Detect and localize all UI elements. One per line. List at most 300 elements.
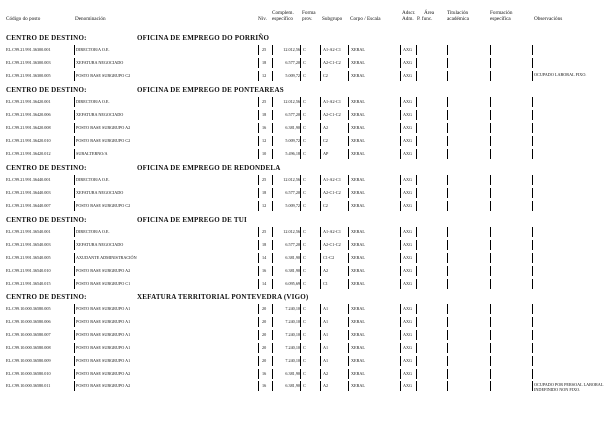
header-corpo: Corpo / Escala — [350, 16, 381, 22]
cell-subgrupo: A2 — [323, 267, 329, 273]
column-divider — [258, 97, 259, 107]
cell-complemento: 12.012,56 — [283, 99, 300, 104]
cell-denominacion: XEFATURA NEGOCIADO — [76, 241, 124, 247]
table-row — [0, 239, 615, 251]
cell-denominacion: POSTO BASE SUBGRUPO C2 — [76, 72, 131, 78]
column-divider — [532, 304, 533, 314]
column-divider — [400, 381, 401, 391]
cell-corpo: XERAL — [351, 150, 365, 156]
column-divider — [447, 97, 448, 107]
cell-adscr: AXG — [403, 357, 413, 363]
column-divider — [532, 317, 533, 327]
cell-adscr: AXG — [403, 306, 413, 311]
column-divider — [300, 188, 301, 198]
cell-forma: C — [303, 72, 306, 78]
column-divider — [272, 71, 273, 81]
cell-subgrupo: A1-A2-C1 — [323, 229, 341, 234]
cell-denominacion: POSTO BASE SUBGRUPO C1 — [76, 280, 131, 286]
column-divider — [258, 58, 259, 68]
cell-adscr: AXG — [403, 137, 413, 143]
column-divider — [447, 279, 448, 289]
column-divider — [320, 356, 321, 366]
cell-adscr: AXG — [403, 150, 413, 156]
column-divider — [320, 71, 321, 81]
column-divider — [320, 97, 321, 107]
column-divider — [532, 97, 533, 107]
column-divider — [532, 253, 533, 263]
cell-corpo: XERAL — [351, 124, 365, 130]
column-divider — [400, 201, 401, 211]
cell-code: EL.C99.21.991.36540.005 — [6, 254, 51, 260]
cell-subgrupo: A2-C1-C2 — [323, 241, 341, 247]
cell-forma: C — [303, 357, 306, 363]
column-divider — [300, 356, 301, 366]
column-divider — [532, 227, 533, 237]
column-divider — [272, 369, 273, 379]
cell-subgrupo: A1 — [323, 357, 329, 363]
column-divider — [74, 381, 75, 391]
cell-subgrupo: A1-A2-C1 — [323, 177, 341, 182]
column-divider — [320, 110, 321, 120]
column-divider — [300, 71, 301, 81]
column-divider — [74, 253, 75, 263]
cell-subgrupo: C2 — [323, 72, 328, 78]
header-nivel: Niv. — [258, 16, 267, 22]
section-name: OFICINA DE EMPREGO DE REDONDELA — [137, 164, 281, 172]
cell-forma: C — [303, 177, 306, 182]
cell-adscr: AXG — [403, 124, 413, 130]
cell-forma: C — [303, 370, 306, 376]
column-divider — [532, 136, 533, 146]
cell-complemento: 6.381,90 — [285, 267, 300, 273]
column-divider — [490, 279, 491, 289]
column-divider — [258, 381, 259, 391]
column-divider — [320, 266, 321, 276]
column-divider — [320, 227, 321, 237]
cell-forma: C — [303, 241, 306, 247]
cell-forma: C — [303, 202, 306, 208]
cell-denominacion: SUBALTERNO/A — [76, 150, 108, 156]
cell-nivel: 14 — [262, 280, 267, 286]
cell-complemento: 6.577,20 — [285, 189, 300, 195]
column-divider — [490, 266, 491, 276]
cell-corpo: XERAL — [351, 177, 365, 182]
cell-denominacion: DIRECTOR/A O.E. — [76, 47, 110, 52]
cell-denominacion: POSTO BASE SUBGRUPO C2 — [76, 137, 131, 143]
cell-corpo: XERAL — [351, 241, 365, 247]
column-divider — [447, 136, 448, 146]
column-divider — [272, 266, 273, 276]
column-divider — [400, 304, 401, 314]
cell-corpo: XERAL — [351, 137, 365, 143]
table-row — [0, 187, 615, 199]
column-divider — [258, 175, 259, 185]
cell-code: EL.C99.21.991.36420.010 — [6, 137, 51, 143]
section-label: CENTRO DE DESTINO: — [6, 86, 87, 94]
column-divider — [490, 304, 491, 314]
cell-denominacion: POSTO BASE SUBGRUPO A2 — [76, 124, 131, 130]
column-divider — [447, 330, 448, 340]
column-divider — [258, 188, 259, 198]
cell-forma: C — [303, 331, 306, 337]
column-divider — [532, 356, 533, 366]
column-divider — [258, 330, 259, 340]
cell-nivel: 20 — [262, 357, 267, 363]
cell-adscr: AXG — [403, 370, 413, 376]
column-divider — [447, 304, 448, 314]
section-label: CENTRO DE DESTINO: — [6, 216, 87, 224]
section-name: OFICINA DE EMPREGO DE TUI — [137, 216, 247, 224]
header-complemento-line1: Complem. — [272, 10, 294, 16]
cell-complemento: 6.095,69 — [285, 280, 300, 286]
cell-subgrupo: A2 — [323, 370, 329, 376]
column-divider — [258, 110, 259, 120]
cell-complemento: 6.381,90 — [285, 370, 300, 376]
cell-code: EL.C99.21.991.36420.008 — [6, 124, 51, 130]
cell-corpo: XERAL — [351, 254, 365, 260]
column-divider — [447, 188, 448, 198]
cell-code: EL.C99.21.991.36540.015 — [6, 280, 51, 286]
column-divider — [258, 369, 259, 379]
column-divider — [400, 240, 401, 250]
column-divider — [258, 356, 259, 366]
cell-corpo: XERAL — [351, 357, 365, 363]
cell-forma: C — [303, 267, 306, 273]
cell-complemento: 7.240,10 — [285, 357, 300, 363]
column-divider — [447, 227, 448, 237]
column-divider — [400, 149, 401, 159]
cell-adscr: AXG — [403, 344, 413, 350]
cell-code: EL.C99.10.000.36580.005 — [6, 306, 51, 311]
column-divider — [300, 330, 301, 340]
column-divider — [74, 149, 75, 159]
header-forma-line2: prov. — [302, 16, 313, 22]
column-divider — [320, 330, 321, 340]
column-divider — [532, 279, 533, 289]
column-divider — [300, 304, 301, 314]
cell-nivel: 12 — [262, 137, 267, 143]
cell-forma: C — [303, 306, 306, 311]
cell-nivel: 18 — [262, 189, 267, 195]
cell-denominacion: XEFATURA NEGOCIADO — [76, 189, 124, 195]
table-row — [0, 316, 615, 328]
cell-code: EL.C99.21.991.36440.001 — [6, 177, 51, 182]
header-area-line2: P. func. — [417, 16, 433, 22]
column-divider — [532, 369, 533, 379]
section-label: CENTRO DE DESTINO: — [6, 164, 87, 172]
table-row — [0, 122, 615, 134]
column-divider — [490, 136, 491, 146]
column-divider — [400, 123, 401, 133]
column-divider — [300, 201, 301, 211]
column-divider — [447, 110, 448, 120]
cell-forma: C — [303, 229, 306, 234]
cell-subgrupo: A2 — [323, 383, 329, 389]
column-divider — [320, 304, 321, 314]
cell-forma: C — [303, 280, 306, 286]
cell-adscr: AXG — [403, 59, 413, 65]
cell-forma: C — [303, 189, 306, 195]
cell-denominacion: POSTO BASE SUBGRUPO A1 — [76, 344, 131, 350]
section-header — [0, 293, 615, 303]
column-divider — [532, 240, 533, 250]
column-divider — [532, 175, 533, 185]
column-divider — [447, 240, 448, 250]
column-divider — [300, 97, 301, 107]
column-divider — [258, 304, 259, 314]
cell-subgrupo: A1-A2-C1 — [323, 47, 341, 52]
column-divider — [258, 227, 259, 237]
header-observacions: Observacións — [534, 16, 563, 22]
section-header — [0, 86, 615, 96]
cell-forma: C — [303, 254, 306, 260]
column-divider — [272, 279, 273, 289]
column-divider — [74, 123, 75, 133]
cell-denominacion: XEFATURA NEGOCIADO — [76, 111, 124, 117]
column-divider — [74, 97, 75, 107]
cell-corpo: XERAL — [351, 229, 365, 234]
column-divider — [320, 149, 321, 159]
column-divider — [532, 123, 533, 133]
column-divider — [447, 381, 448, 391]
column-divider — [447, 123, 448, 133]
column-divider — [74, 58, 75, 68]
column-divider — [400, 369, 401, 379]
cell-forma: C — [303, 318, 306, 324]
column-divider — [490, 149, 491, 159]
column-divider — [400, 330, 401, 340]
column-divider — [490, 71, 491, 81]
column-divider — [320, 123, 321, 133]
column-divider — [272, 45, 273, 55]
column-divider — [447, 266, 448, 276]
cell-subgrupo: A2 — [323, 124, 329, 130]
table-row — [0, 342, 615, 354]
column-divider — [272, 188, 273, 198]
column-divider — [74, 201, 75, 211]
cell-adscr: AXG — [403, 229, 413, 234]
table-row — [0, 226, 615, 238]
column-divider — [447, 201, 448, 211]
table-row — [0, 265, 615, 277]
cell-complemento: 6.381,90 — [285, 254, 300, 260]
cell-complemento: 12.012,56 — [283, 47, 300, 52]
section-name: XEFATURA TERRITORIAL PONTEVEDRA (VIGO) — [137, 293, 309, 301]
cell-nivel: 25 — [262, 47, 267, 52]
column-divider — [490, 369, 491, 379]
column-divider — [300, 58, 301, 68]
column-divider — [74, 279, 75, 289]
column-divider — [300, 149, 301, 159]
table-row — [0, 44, 615, 56]
column-divider — [400, 356, 401, 366]
column-divider — [400, 110, 401, 120]
cell-nivel: 18 — [262, 59, 267, 65]
column-divider — [532, 381, 533, 391]
cell-denominacion: POSTO BASE SUBGRUPO A2 — [76, 267, 131, 273]
table-row — [0, 380, 615, 392]
table-row — [0, 135, 615, 147]
column-divider — [532, 149, 533, 159]
table-row — [0, 278, 615, 290]
cell-forma: C — [303, 59, 306, 65]
cell-denominacion: DIRECTOR/A O.E. — [76, 229, 110, 234]
cell-code: EL.C99.10.000.36580.009 — [6, 357, 51, 363]
cell-subgrupo: A1 — [323, 306, 329, 311]
column-divider — [272, 381, 273, 391]
column-divider — [490, 110, 491, 120]
column-divider — [400, 253, 401, 263]
column-divider — [300, 266, 301, 276]
header-codigo: Código do posto — [6, 16, 41, 22]
cell-subgrupo: A1 — [323, 331, 329, 337]
column-divider — [272, 240, 273, 250]
header-forma-line1: Forma — [302, 10, 316, 16]
column-divider — [74, 71, 75, 81]
column-divider — [400, 136, 401, 146]
section-label: CENTRO DE DESTINO: — [6, 293, 87, 301]
column-divider — [320, 136, 321, 146]
cell-complemento: 5.009,72 — [285, 137, 300, 143]
section-header — [0, 216, 615, 226]
cell-denominacion: XEFATURA NEGOCIADO — [76, 59, 124, 65]
column-divider — [490, 343, 491, 353]
column-divider — [300, 110, 301, 120]
column-divider — [258, 201, 259, 211]
column-divider — [74, 227, 75, 237]
table-row — [0, 70, 615, 82]
column-divider — [320, 253, 321, 263]
cell-denominacion: POSTO BASE SUBGRUPO C2 — [76, 202, 131, 208]
cell-subgrupo: A2-C1-C2 — [323, 59, 341, 65]
column-divider — [320, 317, 321, 327]
cell-subgrupo: C1-C2 — [323, 254, 335, 260]
column-divider — [300, 175, 301, 185]
cell-forma: C — [303, 111, 306, 117]
header-formacion-line2: específica — [490, 16, 511, 22]
column-divider — [447, 343, 448, 353]
table-row — [0, 252, 615, 264]
column-divider — [272, 175, 273, 185]
cell-complemento: 12.012,56 — [283, 229, 300, 234]
header-area-line1: Área — [424, 10, 435, 16]
cell-complemento: 6.381,90 — [285, 124, 300, 130]
column-divider — [74, 330, 75, 340]
cell-nivel: 16 — [262, 267, 267, 273]
column-divider — [400, 188, 401, 198]
column-divider — [272, 343, 273, 353]
column-divider — [447, 45, 448, 55]
table-row — [0, 148, 615, 160]
column-divider — [74, 136, 75, 146]
column-divider — [490, 175, 491, 185]
cell-denominacion: POSTO BASE SUBGRUPO A1 — [76, 357, 131, 363]
cell-adscr: AXG — [403, 177, 413, 182]
cell-corpo: XERAL — [351, 99, 365, 104]
cell-complemento: 6.577,20 — [285, 241, 300, 247]
column-divider — [300, 369, 301, 379]
table-row — [0, 96, 615, 108]
section-header — [0, 164, 615, 174]
cell-denominacion: POSTO BASE SUBGRUPO A2 — [76, 383, 131, 389]
column-divider — [258, 279, 259, 289]
column-divider — [300, 240, 301, 250]
cell-corpo: XERAL — [351, 318, 365, 324]
column-divider — [320, 188, 321, 198]
cell-adscr: AXG — [403, 280, 413, 286]
header-formacion-line1: Formación — [490, 10, 513, 16]
cell-corpo: XERAL — [351, 306, 365, 311]
cell-forma: C — [303, 124, 306, 130]
cell-complemento: 5.496,18 — [285, 150, 300, 156]
column-divider — [258, 71, 259, 81]
column-divider — [320, 45, 321, 55]
cell-nivel: 12 — [262, 202, 267, 208]
cell-nivel: 25 — [262, 229, 267, 234]
cell-nivel: 20 — [262, 318, 267, 324]
column-divider — [490, 356, 491, 366]
column-divider — [532, 71, 533, 81]
column-divider — [320, 381, 321, 391]
cell-corpo: XERAL — [351, 331, 365, 337]
table-row — [0, 303, 615, 315]
column-divider — [400, 58, 401, 68]
column-divider — [300, 381, 301, 391]
column-divider — [272, 136, 273, 146]
cell-corpo: XERAL — [351, 267, 365, 273]
column-divider — [272, 110, 273, 120]
cell-code: EL.C99.21.991.36440.003 — [6, 189, 51, 195]
column-divider — [532, 343, 533, 353]
cell-nivel: 16 — [262, 370, 267, 376]
column-divider — [490, 188, 491, 198]
cell-adscr: AXG — [403, 47, 413, 52]
cell-nivel: 18 — [262, 241, 267, 247]
cell-complemento: 6.381,90 — [285, 383, 300, 389]
table-row — [0, 368, 615, 380]
cell-adscr: AXG — [403, 72, 413, 78]
cell-corpo: XERAL — [351, 47, 365, 52]
column-divider — [300, 279, 301, 289]
cell-adscr: AXG — [403, 99, 413, 104]
cell-nivel: 20 — [262, 344, 267, 350]
cell-complemento: 6.577,20 — [285, 59, 300, 65]
cell-complemento: 12.012,56 — [283, 177, 300, 182]
column-divider — [447, 175, 448, 185]
cell-nivel: 12 — [262, 72, 267, 78]
column-divider — [490, 253, 491, 263]
column-divider — [447, 317, 448, 327]
cell-nivel: 16 — [262, 383, 267, 389]
cell-code: EL.C99.10.000.36580.006 — [6, 318, 51, 324]
column-divider — [272, 97, 273, 107]
cell-subgrupo: A1-A2-C1 — [323, 99, 341, 104]
cell-corpo: XERAL — [351, 370, 365, 376]
cell-adscr: AXG — [403, 241, 413, 247]
section-label: CENTRO DE DESTINO: — [6, 34, 87, 42]
column-divider — [300, 123, 301, 133]
cell-code: EL.C99.10.000.36580.011 — [6, 383, 51, 389]
cell-adscr: AXG — [403, 267, 413, 273]
column-divider — [74, 304, 75, 314]
cell-adscr: AXG — [403, 331, 413, 337]
column-divider — [300, 45, 301, 55]
section-name: OFICINA DE EMPREGO DO PORRIÑO — [137, 34, 270, 42]
column-divider — [400, 317, 401, 327]
column-divider — [490, 330, 491, 340]
column-divider — [272, 201, 273, 211]
column-divider — [272, 123, 273, 133]
